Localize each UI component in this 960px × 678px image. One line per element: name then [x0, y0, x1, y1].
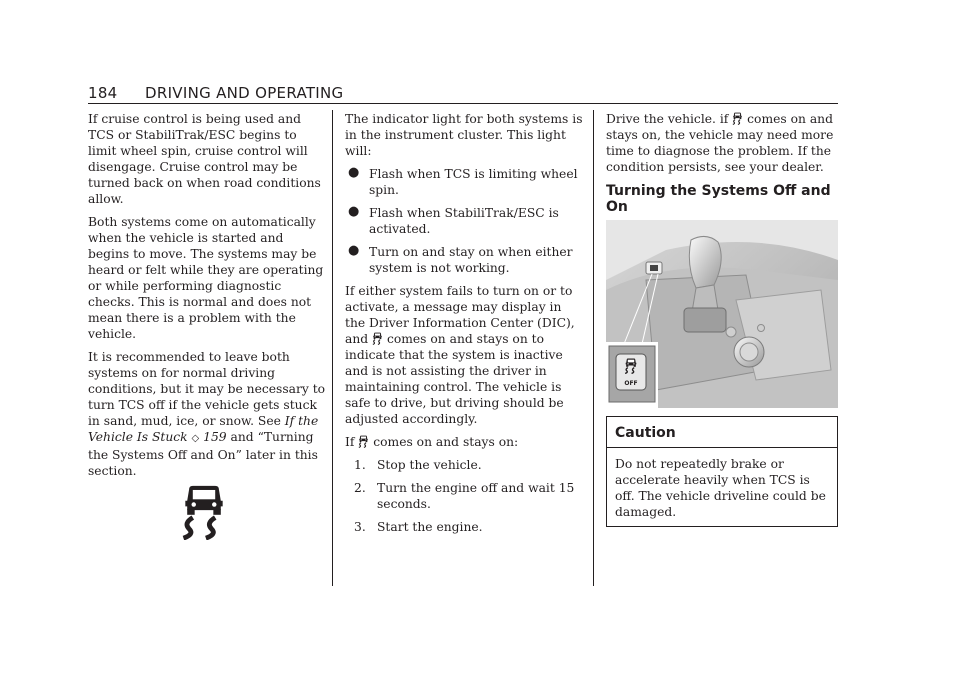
bullet-icon: ● [348, 165, 360, 180]
if-light-on-paragraph: If comes on and stays on: [345, 435, 519, 449]
traction-control-icon [178, 484, 230, 540]
center-console-illustration [606, 220, 838, 408]
column-divider-1 [332, 110, 333, 586]
traction-control-off-icon [732, 112, 743, 125]
list-item: ● Flash when TCS is limiting wheel spin. [348, 165, 578, 197]
step-item: 1. Stop the vehicle. [354, 458, 482, 472]
indicator-intro: The indicator light for both systems is in the instrument cluster. This light will: [345, 112, 583, 158]
page-ref-number[interactable]: 159 [203, 430, 227, 444]
step-item: 2. Turn the engine off and wait 15 seconds. [354, 481, 575, 511]
section-title: DRIVING AND OPERATING [145, 84, 344, 102]
caution-title: Caution [607, 417, 837, 448]
column-3 [606, 111, 838, 229]
header-divider [88, 103, 838, 104]
list-item: ● Turn on and stay on when either system is not working. [348, 243, 573, 275]
traction-control-off-icon [358, 435, 369, 448]
caution-text: Do not repeatedly brake or accelerate heavily when TCS is off. The vehicle driveline could be damaged. [615, 457, 826, 519]
traction-control-off-icon [372, 332, 383, 345]
column-divider-2 [593, 110, 594, 586]
traction-off-button-label: OFF [624, 380, 638, 387]
systems-auto-paragraph: Both systems come on automatically when the vehicle is started and begins to move. The systems may be heard or felt while they are operating or while performing diagnostic checks. This is normal and does not mean there is a problem with the vehicle. [88, 215, 324, 341]
step-item: 3. Start the engine. [354, 520, 483, 534]
system-failure-paragraph: If either system fails to turn on or to activate, a message may display in the Driver Information Center (DIC), and comes on and stays on to indicate that the system is inactive and is not assisting the driver in maintaining control. The vehicle is safe to drive, but driving should be adjusted accordingly. [345, 284, 575, 426]
section-subheading: Turning the Systems Off and On [606, 183, 831, 215]
recommendation-paragraph: It is recommended to leave both systems on for normal driving conditions, but it may be necessary to turn TCS off if the vehicle gets stuck in sand, mud, ice, or snow. See If the Vehicle Is Stuck ◇ 159 and “Turning the Systems Off and On” later in this section. [88, 350, 326, 478]
column-1 [88, 111, 326, 486]
bullet-icon: ● [348, 243, 360, 258]
bullet-icon: ● [348, 204, 360, 219]
caution-box [606, 416, 838, 527]
drive-vehicle-paragraph: Drive the vehicle. if comes on and stays on, the vehicle may need more time to diagnose the problem. If the condition persists, see your dealer. [606, 112, 834, 174]
stuck-vehicle-link[interactable]: If the Vehicle Is Stuck [88, 414, 319, 444]
page-ref-arrow: ◇ [191, 433, 200, 444]
page-header [88, 84, 838, 104]
list-item: ● Flash when StabiliTrak/ESC is activated. [348, 204, 559, 236]
page-number: 184 [88, 84, 118, 102]
column-2 [345, 111, 583, 542]
cruise-control-paragraph: If cruise control is being used and TCS or StabiliTrak/ESC begins to limit wheel spin, cruise control will disengage. Cruise control may be turned back on when road conditions allow. [88, 112, 321, 206]
